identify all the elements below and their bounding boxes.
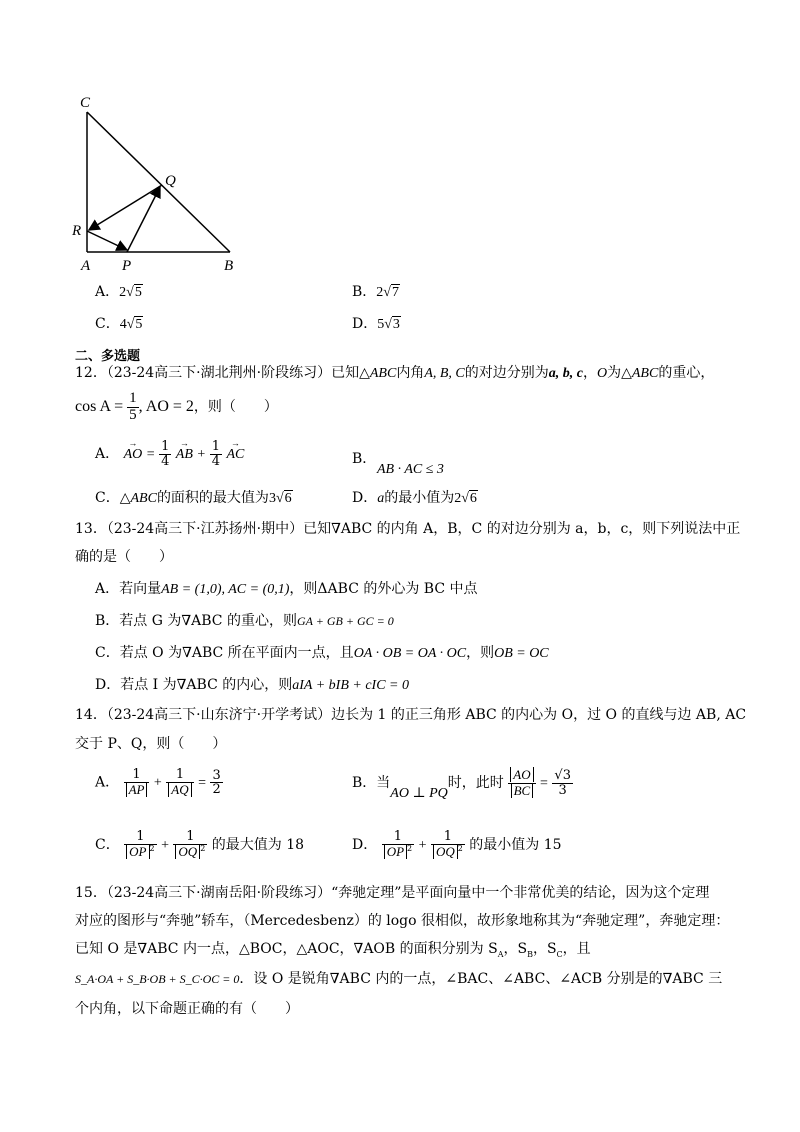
q12-option-a[interactable]: A． → AO = $\frac{1}{4}$ → AB + $\frac{1}{4}$ → AC [95, 440, 244, 468]
label-A: A [81, 258, 91, 274]
label-Q: Q [165, 173, 176, 189]
q12-option-c[interactable]: C．△ABC的面积的最大值为3√6 [95, 490, 292, 506]
q11-option-c[interactable]: C．4√5 [95, 316, 143, 332]
triangle-figure [70, 90, 250, 275]
label-B: B [224, 258, 234, 274]
q15-stem-line4: S_A·OA + S_B·OB + S_C·OC = 0．设 O 是锐角∇ABC 内的一点，∠BAC、∠ABC、∠ACB 分别是的∇ABC 三 [75, 971, 723, 987]
q15-stem-line2: 对应的图形与“奔驰”轿车，（Mercedesbenz）的 logo 很相似，故形象地称其为“奔驰定理”，奔驰定理： [75, 913, 730, 929]
label-R: R [72, 223, 82, 239]
q14-option-a[interactable]: A． $\frac{1}{AP}$ + $\frac{1}{AQ}$ = $\frac{3}{2}$ [95, 767, 221, 798]
section-title: 二、多选题 [75, 349, 141, 364]
q12-option-d[interactable]: D．a的最小值为2√6 [352, 490, 477, 506]
q13-option-c[interactable]: C．若点 O 为∇ABC 所在平面内一点，且OA · OB = OA · OC，则OB = OC [95, 645, 549, 661]
q13-stem-line2: 确的是（ ） [75, 549, 173, 565]
arrow-QR [89, 185, 162, 230]
q13-option-a[interactable]: A．若向量AB = (1,0), AC = (0,1)，则ΔABC 的外心为 BC 中点 [95, 581, 478, 597]
q13-option-d[interactable]: D．若点 I 为∇ABC 的内心，则aIA + bIB + cIC = 0 [95, 677, 409, 693]
label-C: C [80, 95, 91, 111]
q12-option-b[interactable]: B． [352, 451, 377, 467]
q12-stem: 12．（23-24高三下·湖北荆州·阶段练习）已知△ABC内角A, B, C的对边分别为a, b, c，O为△ABC的重心， [75, 365, 715, 381]
q14-option-b[interactable]: B．当AO ⊥ PQ时，此时 $\frac{AO}{BC}$ = $\frac{√3}{3}$ [352, 767, 571, 802]
q11-option-b[interactable]: B．2√7 [352, 284, 399, 300]
q14-option-d[interactable]: D． $\frac{1}{OP ^2}$ + $\frac{1}{OQ ^2}$ 的最小值为 15 [352, 829, 562, 859]
q15-stem-line5: 个内角，以下命题正确的有（ ） [75, 1001, 299, 1017]
q12-condition: cos A = $\frac{1}{5}$ , AO = 2，则（ ） [75, 390, 278, 423]
label-P: P [122, 258, 132, 274]
q12-option-b-math: AB · AC ≤ 3 [377, 462, 444, 477]
arrow-RP [87, 231, 127, 250]
q14-stem-line2: 交于 P、Q，则（ ） [75, 736, 227, 752]
q14-stem-line1: 14．（23-24高三下·山东济宁·开学考试）边长为 1 的正三角形 ABC 的内心为 O，过 O 的直线与边 AB, AC [75, 707, 747, 723]
q13-option-b[interactable]: B．若点 G 为∇ABC 的重心，则GA + GB + GC = 0 [95, 613, 394, 629]
q11-option-a[interactable]: A．2√5 [95, 284, 142, 300]
q11-option-d[interactable]: D．5√3 [352, 316, 400, 332]
side-BC [87, 112, 230, 252]
q14-option-c[interactable]: C． $\frac{1}{OP ^2}$ + $\frac{1}{OQ ^2}$ 的最大值为 18 [95, 829, 305, 859]
q15-stem-line1: 15．（23-24高三下·湖南岳阳·阶段练习）“奔驰定理”是平面向量中一个非常优美的结论，因为这个定理 [75, 885, 710, 901]
q13-stem-line1: 13．（23-24高三下·江苏扬州·期中）已知∇ABC 的内角 A，B，C 的对边分别为 a，b，c，则下列说法中正 [75, 521, 741, 537]
q15-stem-line3: 已知 O 是∇ABC 内一点，△BOC，△AOC，∇AOB 的面积分别为 $S_A$，$S_B$，$S_C$，且 [75, 941, 591, 959]
